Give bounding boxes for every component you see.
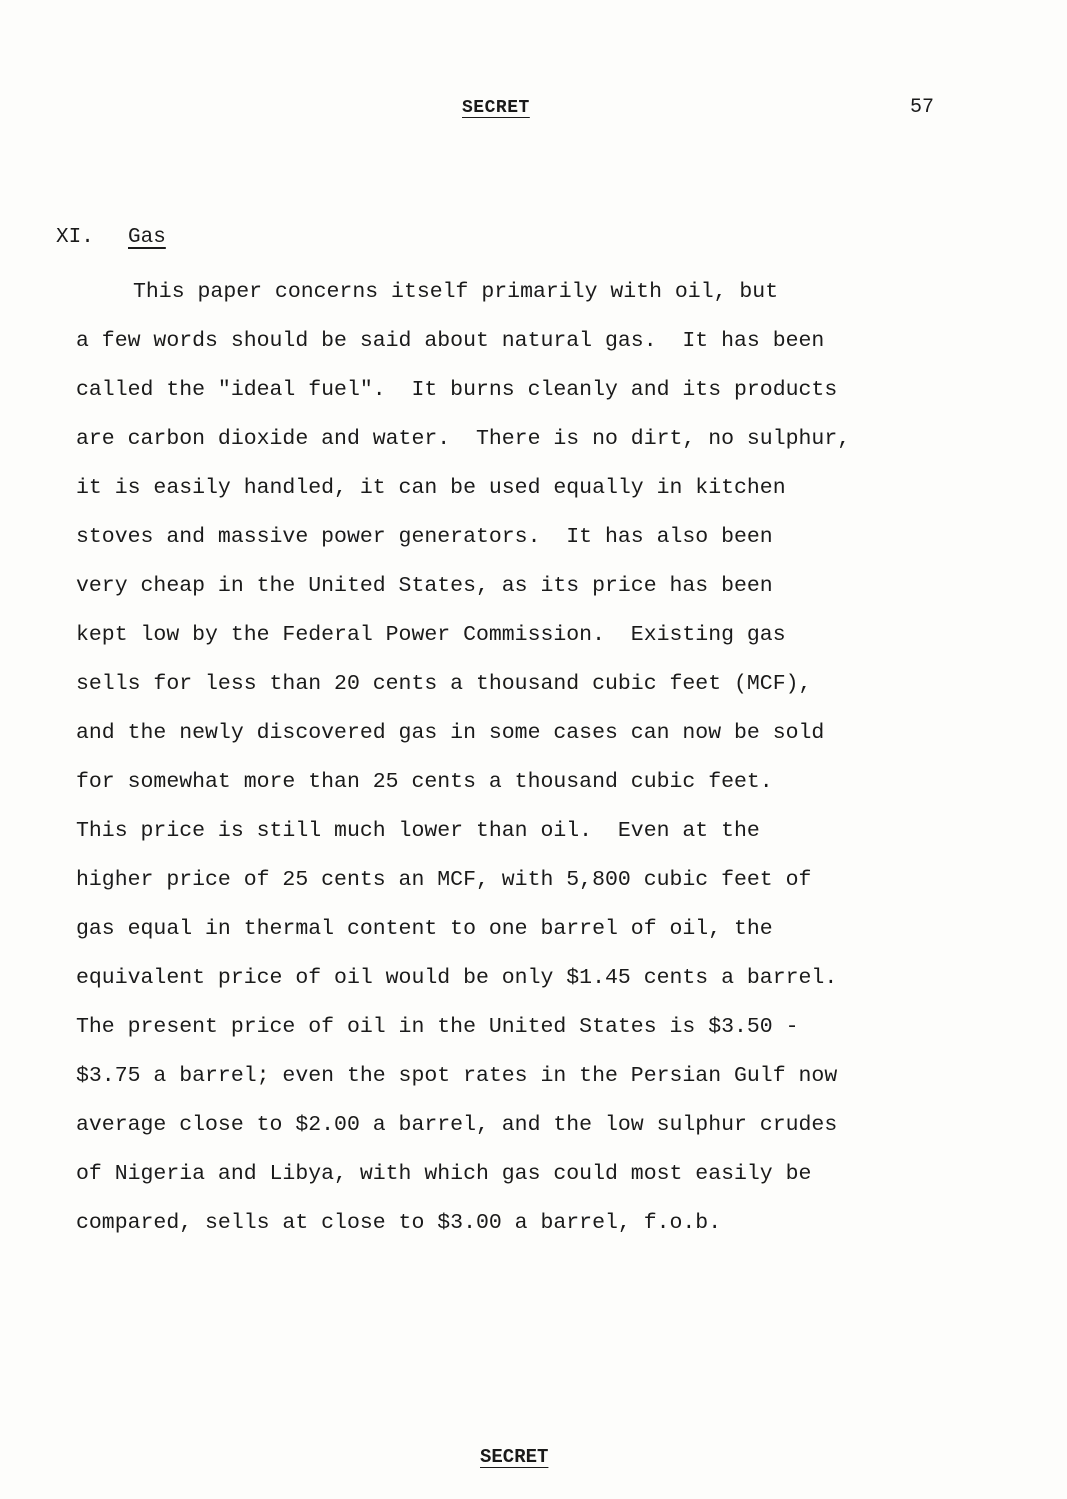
section-numeral: XI.	[56, 226, 94, 249]
body-line: and the newly discovered gas in some cases can now be sold	[76, 721, 825, 745]
body-line: it is easily handled, it can be used equally in kitchen	[76, 476, 786, 500]
body-line: very cheap in the United States, as its price has been	[76, 574, 773, 598]
body-line: for somewhat more than 25 cents a thousand cubic feet.	[76, 770, 773, 794]
body-line: average close to $2.00 a barrel, and the low sulphur crudes	[76, 1113, 838, 1137]
body-line: $3.75 a barrel; even the spot rates in the Persian Gulf now	[76, 1064, 838, 1088]
body-paragraph	[76, 268, 976, 1248]
body-line: compared, sells at close to $3.00 a barrel, f.o.b.	[76, 1211, 722, 1235]
body-line: equivalent price of oil would be only $1.45 cents a barrel.	[76, 966, 838, 990]
section-title: Gas	[128, 226, 166, 249]
body-line: gas equal in thermal content to one barrel of oil, the	[76, 917, 773, 941]
section-heading	[56, 226, 166, 249]
footer-classification-marking: SECRET	[480, 1446, 549, 1468]
body-line: a few words should be said about natural gas. It has been	[76, 329, 825, 353]
body-line: The present price of oil in the United States is $3.50 -	[76, 1015, 799, 1039]
body-line: higher price of 25 cents an MCF, with 5,800 cubic feet of	[76, 868, 812, 892]
body-line: kept low by the Federal Power Commission. Existing gas	[76, 623, 786, 647]
body-line: This paper concerns itself primarily with oil, but	[133, 280, 779, 304]
page-number: 57	[910, 96, 935, 119]
body-line: stoves and massive power generators. It has also been	[76, 525, 773, 549]
header-classification-marking: SECRET	[462, 98, 530, 118]
body-line: This price is still much lower than oil. Even at the	[76, 819, 760, 843]
body-line: of Nigeria and Libya, with which gas could most easily be	[76, 1162, 812, 1186]
body-line: called the "ideal fuel". It burns cleanly and its products	[76, 378, 838, 402]
body-line: sells for less than 20 cents a thousand cubic feet (MCF),	[76, 672, 812, 696]
body-line: are carbon dioxide and water. There is no dirt, no sulphur,	[76, 427, 851, 451]
